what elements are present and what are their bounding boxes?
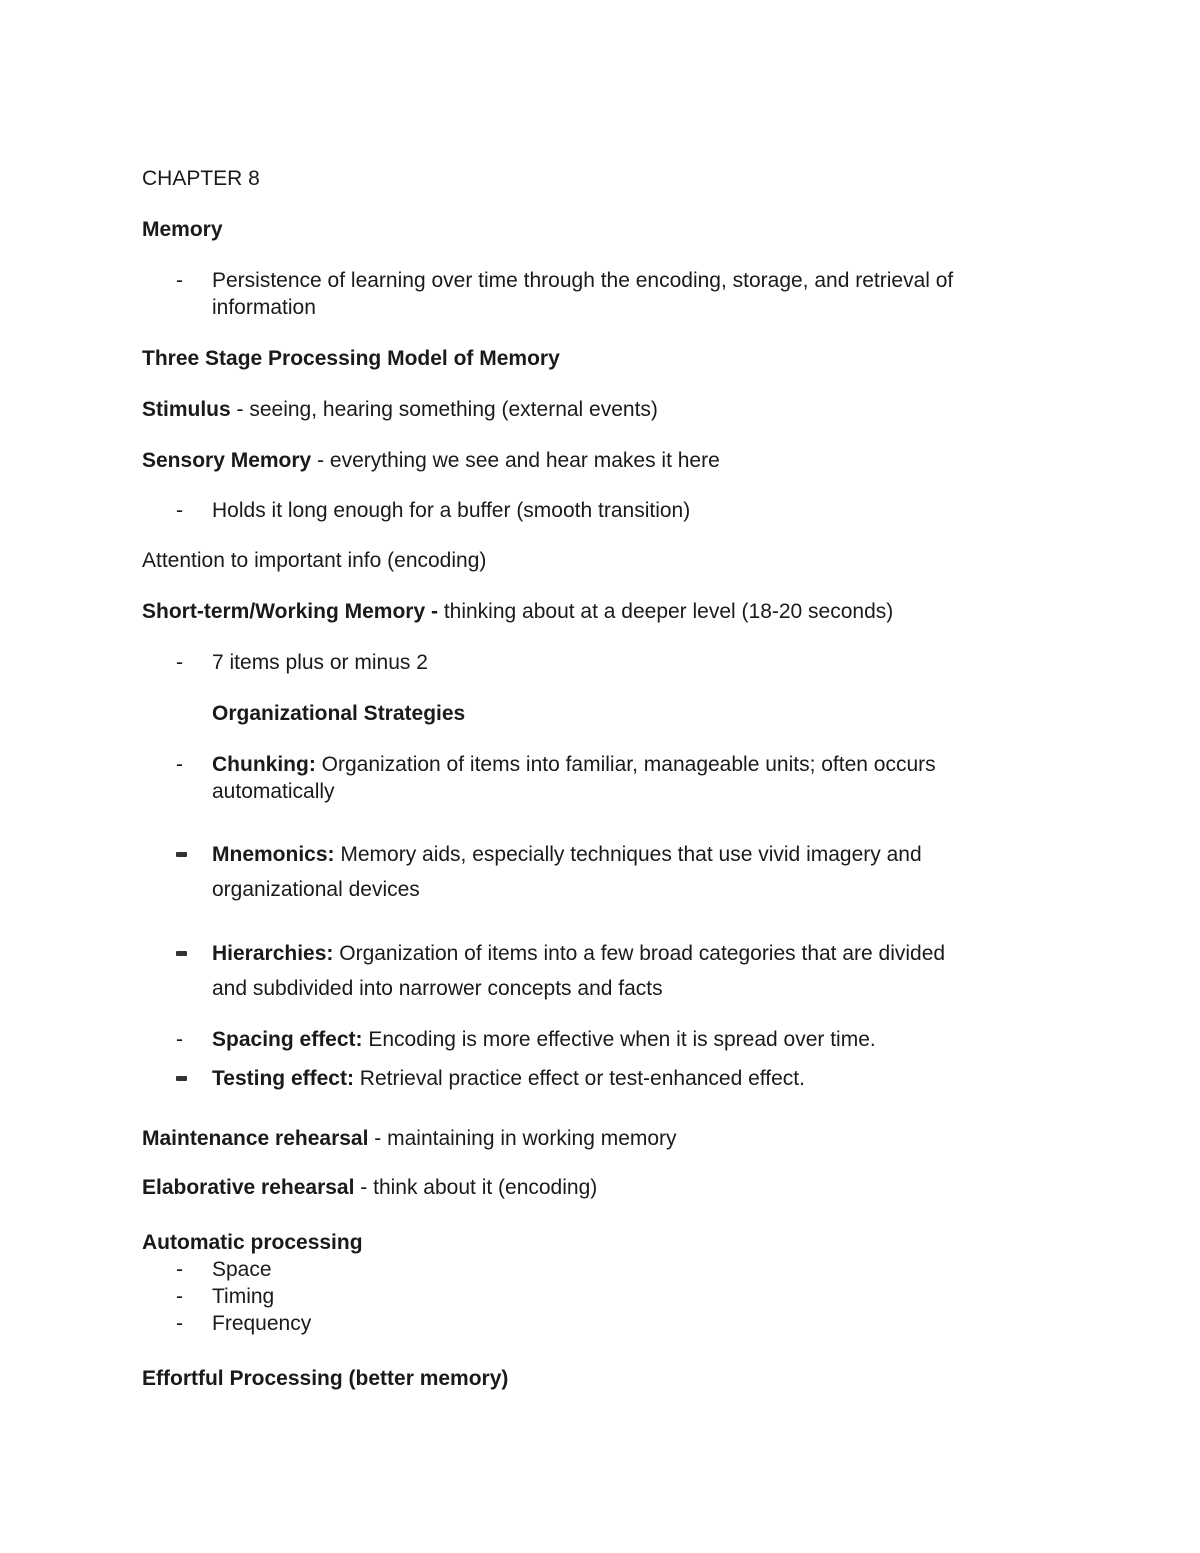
chunking-line1 <box>212 751 936 778</box>
automatic-item-space: Space <box>212 1258 272 1281</box>
stimulus-term: Stimulus <box>142 398 231 421</box>
memory-heading: Memory <box>142 218 223 241</box>
short-term-term: Short-term/Working Memory - <box>142 600 444 623</box>
dash-bullet: - <box>176 1312 183 1335</box>
hierarchies-text: Organization of items into a few broad categories that are divided <box>333 942 946 965</box>
maintenance-text: - maintaining in working memory <box>368 1127 677 1150</box>
dash-bullet: - <box>176 1028 183 1051</box>
spacing-effect-line <box>212 1026 876 1053</box>
org-strategies-heading: Organizational Strategies <box>212 702 466 725</box>
spacing-effect-term: Spacing effect: <box>212 1028 363 1051</box>
sensory-bullet: Holds it long enough for a buffer (smooth transition) <box>212 499 691 522</box>
maintenance-line <box>142 1125 677 1152</box>
stimulus-line <box>142 396 658 423</box>
elaborative-term: Elaborative rehearsal <box>142 1176 355 1199</box>
elaborative-text: - think about it (encoding) <box>354 1176 598 1199</box>
automatic-heading: Automatic processing <box>142 1231 363 1254</box>
dash-bullet: - <box>176 651 183 674</box>
spacing-effect-text: Encoding is more effective when it is spread over time. <box>362 1028 876 1051</box>
dash-bullet: - <box>176 753 183 776</box>
memory-definition-line1: Persistence of learning over time through the encoding, storage, and retrieval of <box>212 269 954 292</box>
square-bullet <box>176 951 187 956</box>
square-bullet <box>176 1076 187 1081</box>
testing-effect-text: Retrieval practice effect or test-enhanced effect. <box>353 1067 805 1090</box>
dash-bullet: - <box>176 1258 183 1281</box>
mnemonics-term: Mnemonics: <box>212 843 335 866</box>
sensory-line <box>142 447 720 474</box>
three-stage-heading: Three Stage Processing Model of Memory <box>142 347 560 370</box>
chunking-line2: automatically <box>212 780 335 803</box>
dash-bullet: - <box>176 499 183 522</box>
automatic-item-timing: Timing <box>212 1285 275 1308</box>
mnemonics-text: Memory aids, especially techniques that use vivid imagery and <box>334 843 922 866</box>
stimulus-text: - seeing, hearing something (external events) <box>230 398 658 421</box>
chapter-title: CHAPTER 8 <box>142 167 260 190</box>
square-bullet <box>176 852 187 857</box>
automatic-item-frequency: Frequency <box>212 1312 312 1335</box>
mnemonics-line1 <box>212 841 922 868</box>
effortful-heading: Effortful Processing (better memory) <box>142 1367 509 1390</box>
chunking-term: Chunking: <box>212 753 316 776</box>
sensory-text: - everything we see and hear makes it here <box>311 449 720 472</box>
memory-definition-line2: information <box>212 296 316 319</box>
hierarchies-term: Hierarchies: <box>212 942 334 965</box>
mnemonics-line2: organizational devices <box>212 878 420 901</box>
testing-effect-line <box>212 1065 805 1092</box>
dash-bullet: - <box>176 1285 183 1308</box>
dash-bullet: - <box>176 269 183 292</box>
chunking-text: Organization of items into familiar, manageable units; often occurs <box>315 753 936 776</box>
hierarchies-line2: and subdivided into narrower concepts and facts <box>212 977 663 1000</box>
short-term-line <box>142 598 893 625</box>
maintenance-term: Maintenance rehearsal <box>142 1127 369 1150</box>
short-term-bullet: 7 items plus or minus 2 <box>212 651 428 674</box>
hierarchies-line1 <box>212 940 945 967</box>
testing-effect-term: Testing effect: <box>212 1067 354 1090</box>
short-term-text: thinking about at a deeper level (18-20 seconds) <box>443 600 894 623</box>
sensory-term: Sensory Memory <box>142 449 312 472</box>
attention-line: Attention to important info (encoding) <box>142 549 487 572</box>
elaborative-line <box>142 1174 597 1201</box>
